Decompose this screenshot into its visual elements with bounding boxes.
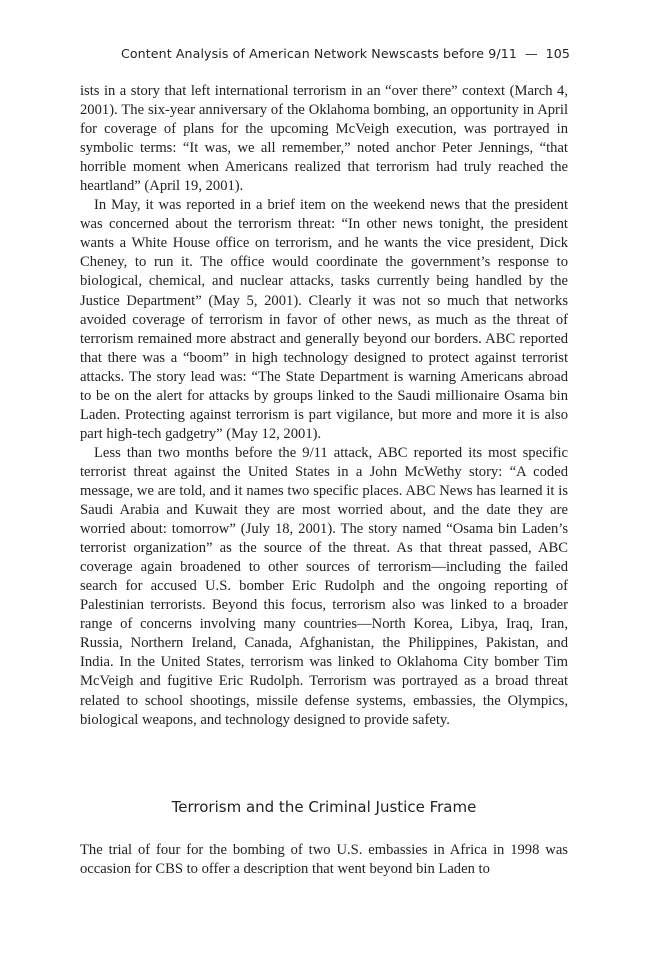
running-head <box>0 46 570 61</box>
section-body-text <box>80 841 568 879</box>
paragraph: In May, it was reported in a brief item on the weekend news that the president was concerned about the terrorism threat: “In other news tonight, the president wants a White House office on terrorism, and he wants the vice president, Dick Cheney, to run it. The office would coordinate the government’s response to biological, chemical, and nuclear attacks, tasks currently being handled by the Justice Department” (May 5, 2001). Clearly it was not so much that networks avoided coverage of terrorism in favor of other news, as much as the threat of terrorism remained more abstract and generally beyond our borders. ABC reported that there was a “boom” in high technology designed to protect against terrorist attacks. The story lead was: “The State Department is warning Americans abroad to be on the alert for attacks by groups linked to the Saudi millionaire Osama bin Laden. Protecting against terrorism is part vigilance, but more and more it is also part high-tech gadgetry” (May 12, 2001). <box>80 197 568 442</box>
body-text <box>80 82 568 730</box>
section-heading: Terrorism and the Criminal Justice Frame <box>171 798 477 816</box>
paragraph: ists in a story that left international terrorism in an “over there” context (March 4, 2001). The six-year anniversary of the Oklahoma bombing, an opportunity in April for coverage of plans for the upcoming McVeigh execution, was portrayed in symbolic terms: “It was, we all remember,” noted anchor Peter Jennings, “that horrible moment when Americans realized that terrorism had truly reached the heartland” (April 19, 2001). <box>80 83 568 195</box>
page-number: 105 <box>545 46 570 61</box>
running-head-title: Content Analysis of American Network Newscasts before 9/11 <box>120 46 517 61</box>
paragraph: The trial of four for the bombing of two U.S. embassies in Africa in 1998 was occasion for CBS to offer a description that went beyond bin Laden to <box>80 842 568 878</box>
paragraph: Less than two months before the 9/11 attack, ABC reported its most specific terrorist threat against the United States in a John McWethy story: “A coded message, we are told, and it names two specific places. ABC News has learned it is Saudi Arabia and Kuwait they are most worried about, and the date they are worried about: tomorrow” (July 18, 2001). The story named “Osama bin Laden’s terrorist organization” as the source of the threat. As that threat passed, ABC coverage again broadened to other sources of terrorism—including the failed search for accused U.S. bomber Eric Rudolph and the ongoing reporting of Palestinian terrorists. Beyond this focus, terrorism also was linked to a broader range of concerns involving many countries—North Korea, Libya, Iraq, Iran, Russia, Northern Ireland, Canada, Afghanistan, the Philippines, Pakistan, and India. In the United States, terrorism was linked to Oklahoma City bomber Tim McVeigh and fugitive Eric Rudolph. Terrorism was portrayed as a broad threat related to school shootings, missile defense systems, embassies, the Olympics, biological weapons, and technology designed to provide safety. <box>80 444 568 728</box>
running-head-separator: — <box>524 46 538 61</box>
